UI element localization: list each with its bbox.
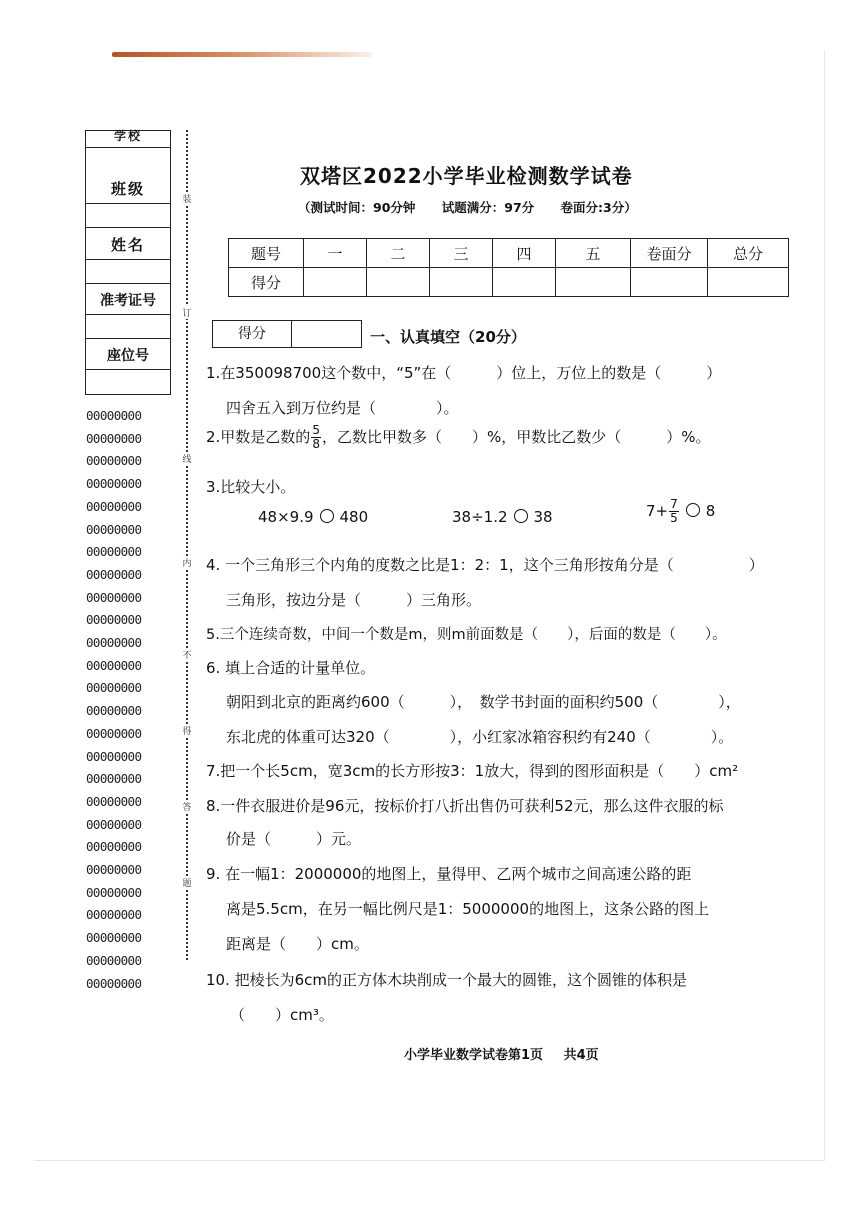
compare-c-left: 7+	[646, 502, 669, 520]
answer-bubble-column	[86, 405, 178, 995]
compare-a-right: 480	[339, 508, 369, 526]
exam-time: （测试时间：90分钟	[298, 200, 416, 215]
score-cell[interactable]	[430, 268, 493, 297]
col-1: 一	[304, 239, 367, 268]
question-9-line-3: 距离是（ ）cm。	[226, 935, 369, 953]
bubble-row: 00000000	[86, 430, 142, 446]
row-header-score: 得分	[229, 268, 304, 297]
bubble-row: 00000000	[86, 771, 142, 787]
binding-char: 订	[180, 306, 194, 319]
compare-c	[646, 498, 715, 525]
binding-char: 装	[180, 192, 194, 205]
binding-char: 线	[180, 452, 194, 465]
bubble-row: 00000000	[86, 566, 142, 582]
school-label: 学校	[113, 129, 142, 143]
bubble-row: 00000000	[86, 408, 142, 423]
col-4: 四	[493, 239, 556, 268]
bubble-row: 00000000	[86, 952, 142, 968]
scan-stain	[112, 52, 372, 57]
bubble-row: 00000000	[86, 521, 142, 537]
binding-char: 内	[180, 556, 194, 569]
fraction	[311, 424, 321, 451]
student-info-box	[85, 130, 171, 395]
seat-label: 座位号	[107, 348, 149, 364]
score-cell[interactable]	[631, 268, 708, 297]
question-8-line-2: 价是（ ）元。	[226, 830, 362, 848]
fraction-denominator: 8	[312, 437, 320, 451]
question-9-line-2: 离是5.5cm，在另一幅比例尺是1：5000000的地图上，这条公路的图上	[226, 900, 710, 918]
question-4-line-2: 三角形，按边分是（ ）三角形。	[226, 591, 482, 609]
bubble-row: 00000000	[86, 839, 142, 855]
fraction	[669, 498, 679, 525]
compare-b-left: 38÷1.2	[452, 508, 508, 526]
binding-char: 题	[180, 876, 194, 889]
bubble-row: 00000000	[86, 544, 142, 560]
bubble-row: 00000000	[86, 680, 142, 696]
binding-char: 不	[180, 648, 194, 661]
question-6-line-b: 东北虎的体重可达320（ ），小红家冰箱容积约有240（ ）。	[226, 728, 734, 746]
page-title: 双塔区2022小学毕业检测数学试卷	[300, 164, 633, 188]
question-10-line-1: 10. 把棱长为6cm的正方体木块削成一个最大的圆锥，这个圆锥的体积是	[206, 971, 688, 989]
fraction-numerator: 7	[670, 497, 678, 511]
exam-id-label: 准考证号	[100, 293, 156, 309]
neatness-score: 卷面分:3分）	[560, 200, 637, 215]
col-total: 总分	[708, 239, 789, 268]
bubble-row: 00000000	[86, 725, 142, 741]
row-header-question: 题号	[229, 239, 304, 268]
binding-line	[186, 130, 188, 960]
exam-info	[298, 198, 659, 216]
compare-circle[interactable]	[514, 509, 528, 523]
col-neatness: 卷面分	[631, 239, 708, 268]
compare-c-right: 8	[705, 502, 716, 520]
bubble-row: 00000000	[86, 748, 142, 764]
section-score-box	[212, 320, 362, 348]
bubble-row: 00000000	[86, 657, 142, 673]
question-2-text: 2.甲数是乙数的	[206, 428, 311, 446]
question-1-line-1: 1.在350098700这个数中，“5”在（ ）位上，万位上的数是（ ）	[206, 364, 722, 382]
section-title: 一、认真填空（20分）	[370, 328, 526, 346]
bubble-row: 00000000	[86, 793, 142, 809]
fraction-numerator: 5	[312, 423, 320, 437]
question-6: 6. 填上合适的计量单位。	[206, 659, 376, 677]
compare-a	[258, 508, 368, 526]
page-total: 共4页	[563, 1048, 599, 1063]
name-label: 姓名	[110, 236, 145, 254]
compare-b	[452, 508, 553, 526]
bubble-row: 00000000	[86, 907, 142, 923]
binding-char: 得	[180, 724, 194, 737]
compare-circle[interactable]	[686, 503, 700, 517]
page-number: 小学毕业数学试卷第1页	[404, 1048, 544, 1063]
page-footer	[404, 1044, 615, 1063]
question-2	[206, 424, 710, 451]
bubble-row: 00000000	[86, 703, 142, 719]
col-3: 三	[430, 239, 493, 268]
compare-b-right: 38	[533, 508, 553, 526]
bubble-row: 00000000	[86, 476, 142, 492]
score-cell[interactable]	[556, 268, 631, 297]
binding-char: 答	[180, 800, 194, 813]
bubble-row: 00000000	[86, 884, 142, 900]
score-cell[interactable]	[493, 268, 556, 297]
bubble-row: 00000000	[86, 930, 142, 946]
question-1-line-2: 四舍五入到万位约是（ ）。	[226, 399, 459, 417]
question-9-line-1: 9. 在一幅1：2000000的地图上，量得甲、乙两个城市之间高速公路的距	[206, 865, 692, 883]
compare-circle[interactable]	[320, 509, 334, 523]
question-4-line-1: 4. 一个三角形三个内角的度数之比是1：2：1，这个三角形按角分是（ ）	[206, 556, 764, 574]
question-10-line-2: （ ）cm³。	[230, 1006, 334, 1024]
question-2-rest: ，乙数比甲数多（ ）%，甲数比乙数少（ ）%。	[321, 428, 711, 446]
col-2: 二	[367, 239, 430, 268]
bubble-row: 00000000	[86, 635, 142, 651]
question-8-line-1: 8.一件衣服进价是96元，按标价打八折出售仍可获利52元，那么这件衣服的标	[206, 797, 724, 815]
score-cell[interactable]	[708, 268, 789, 297]
question-5: 5.三个连续奇数，中间一个数是m，则m前面数是（ ），后面的数是（ ）。	[206, 627, 727, 643]
class-label: 班级	[110, 180, 145, 198]
question-3: 3.比较大小。	[206, 478, 296, 496]
question-6-line-a: 朝阳到北京的距离约600（ ）， 数学书封面的面积约500（ ），	[226, 693, 741, 711]
bubble-row: 00000000	[86, 498, 142, 514]
bubble-row: 00000000	[86, 862, 142, 878]
bubble-row: 00000000	[86, 816, 142, 832]
score-cell[interactable]	[304, 268, 367, 297]
full-score: 试题满分：97分	[441, 200, 535, 215]
bubble-row: 00000000	[86, 612, 142, 628]
score-table	[228, 238, 789, 297]
section-score-label: 得分	[213, 321, 292, 347]
col-5: 五	[556, 239, 631, 268]
bubble-row: 00000000	[86, 453, 142, 469]
fraction-denominator: 5	[670, 511, 678, 525]
bubble-row: 00000000	[86, 975, 142, 991]
score-cell[interactable]	[367, 268, 430, 297]
bubble-row: 00000000	[86, 589, 142, 605]
question-7: 7.把一个长5cm，宽3cm的长方形按3：1放大，得到的图形面积是（ ）cm²	[206, 762, 739, 780]
compare-a-left: 48×9.9	[258, 508, 314, 526]
